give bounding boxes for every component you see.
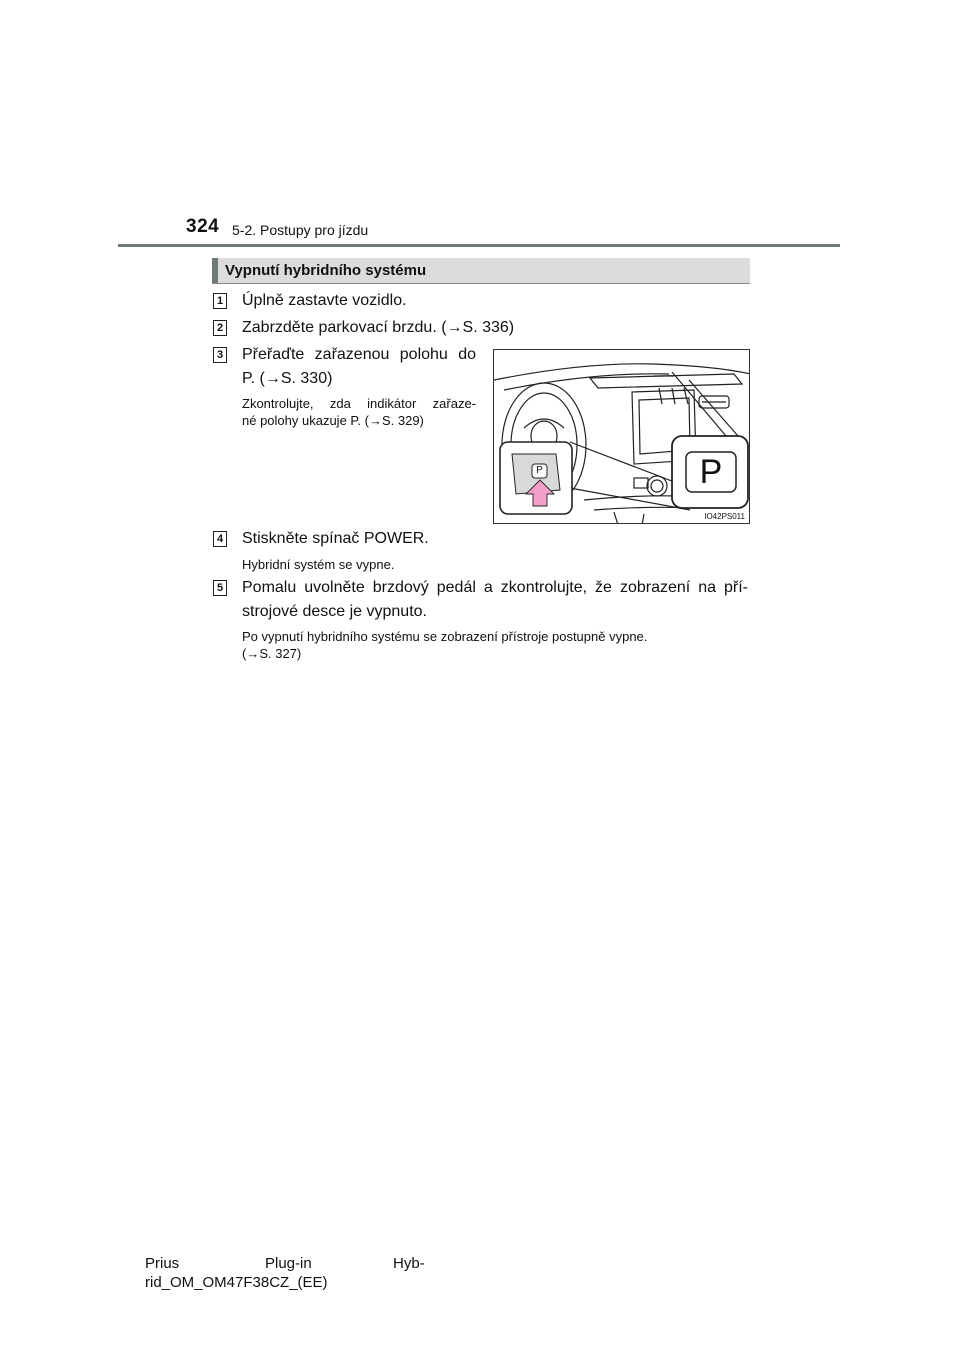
page-number: 324 (186, 216, 220, 237)
step-5-note-line2: (→S. 327) (242, 646, 302, 661)
step-5-line1: Pomalu uvolněte brzdový pedál a zkontrolujte, že zobrazení na pří- (242, 579, 748, 596)
step-5-line2: strojové desce je vypnuto. (242, 603, 427, 620)
footer-word-plugin: Plug-in (265, 1255, 312, 1272)
step-3-note-line1: Zkontrolujte, zda indikátor zařaze- (242, 396, 476, 411)
footer-word-hyb: Hyb- (393, 1255, 425, 1272)
step-2-text: Zabrzděte parkovací brzdu. (→S. 336) (242, 319, 515, 336)
footer-line2: rid_OM_OM47F38CZ_(EE) (145, 1274, 328, 1291)
step-number-1: 1 (213, 293, 227, 309)
shift-button-letter: P (536, 465, 543, 476)
step-5-note-line1: Po vypnutí hybridního systému se zobrazení přístroje postupně vypne. (242, 629, 648, 644)
dashboard-illustration (493, 349, 750, 524)
step-4-note: Hybridní systém se vypne. (242, 557, 395, 572)
dashboard-drawing (494, 350, 750, 524)
section-heading: Vypnutí hybridního systému (225, 262, 427, 279)
illustration-code: IO42PS011 (704, 512, 745, 521)
footer (145, 1254, 427, 1292)
footer-word-prius: Prius (145, 1255, 180, 1272)
step-3-line2: P. (→S. 330) (242, 370, 333, 387)
footer-line1 (145, 1254, 427, 1273)
header-rule (118, 244, 840, 247)
heading-tab (212, 258, 218, 283)
step-number-2: 2 (213, 320, 227, 336)
section-heading-bar (212, 258, 750, 284)
callout-letter: P (699, 453, 723, 491)
step-4-text: Stiskněte spínač POWER. (242, 530, 429, 547)
section-title: 5-2. Postupy pro jízdu (232, 222, 369, 238)
step-3-line1: Přeřaďte zařazenou polohu do (242, 346, 476, 363)
step-3-note-line2: né polohy ukazuje P. (→S. 329) (242, 413, 424, 428)
step-number-4: 4 (213, 531, 227, 547)
step-number-5: 5 (213, 580, 227, 596)
step-1-text: Úplně zastavte vozidlo. (242, 292, 407, 309)
step-number-3: 3 (213, 347, 227, 363)
